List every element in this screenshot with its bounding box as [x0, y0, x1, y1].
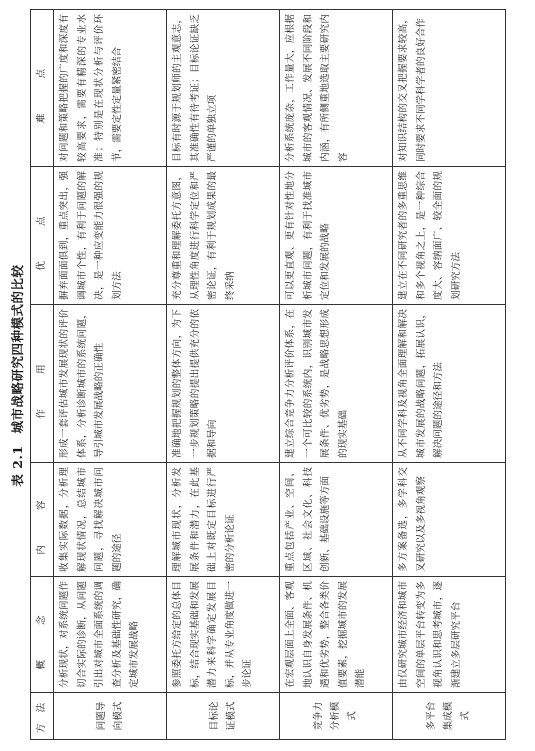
table-row — [54, 10, 167, 740]
method-cell — [54, 693, 167, 740]
table-row — [393, 10, 506, 740]
table-number: 表 2.1 — [10, 445, 25, 487]
content-cell: 理解城市现状，分析发展条件和潜力，在此基础上对既定目标进行严密的分析论证 — [167, 463, 280, 577]
header-method: 方 法 — [31, 693, 54, 740]
role-cell: 准确地把握规划的整体方向，为下一步规划策略的提出提供充分的依据和导向 — [167, 305, 280, 463]
concept-cell: 由仅研究城市经济和城市空间的单层平台转变为多视角认识和思考城市，逐渐建立多层研究平台 — [393, 577, 506, 693]
merit-cell: 摒弃面面俱到，重点突出，强调城市个性，有利于问题的解决，是一种应变能力很强的规划方法 — [54, 167, 167, 305]
method-cell — [393, 693, 506, 740]
content-cell: 多方案备选，多学科交叉研究以及多视角观察 — [393, 463, 506, 577]
difficulty-cell: 分析系统庞杂，工作量大，应根据城市的客观情况、发展不同阶段和内涵，有所侧重地选取主要研究内容 — [280, 10, 393, 167]
table-title: 城市战略研究四种模式的比较 — [10, 264, 25, 434]
comparison-table — [30, 9, 506, 740]
role-cell: 建立综合竞争力分析评价体系，在一个可比较的系统内，识别城市发展条件、优劣势，是战略思想形成的现实基础 — [280, 305, 393, 463]
method-name: 多平台集成模式 — [426, 701, 472, 731]
concept-cell: 参照委托方给定的总体目标，结合现实基础和发展潜力来科学确定发展目标，并从专业角度做进一步论证 — [167, 577, 280, 693]
method-cell — [280, 693, 393, 740]
role-cell: 从不同学科及视角全面理解和解决城市发展的战略问题，拓展认识，解决问题的途径和方法 — [393, 305, 506, 463]
table-row — [280, 10, 393, 740]
method-name: 竞争力分析模式 — [313, 701, 359, 731]
content-cell: 重点包括产业、空间、区域、社会文化、科技创新、基础设施等方面 — [280, 463, 393, 577]
header-concept: 概 念 — [31, 577, 54, 693]
table-header-row — [31, 10, 54, 740]
merit-cell: 可以更直观、更有针对性地分析城市问题，有利于找准城市定位和发展的战略 — [280, 167, 393, 305]
method-name: 问题导向模式 — [95, 701, 124, 731]
role-cell: 形成一套评估城市发展现状的评价体系，分析诊断城市的系统问题，导引城市发展战略的正确性 — [54, 305, 167, 463]
header-merit: 优 点 — [31, 167, 54, 305]
header-content: 内 容 — [31, 463, 54, 577]
difficulty-cell: 目标有时源于规划师的主观意志，其准确性有待考证；目标论证缺乏严谨的单独立项 — [167, 10, 280, 167]
table-row — [167, 10, 280, 740]
concept-cell: 分析现状，对系统问题作切合实际的诊断，从问题引出对城市全面系统的调查分析及基础性研究，确定城市发展战略 — [54, 577, 167, 693]
difficulty-cell: 对问题和策略把握的广度和深度有较高要求，需要有精深的专业水准；特别是在现状分析与评价环节，需要定性定量紧密结合 — [54, 10, 167, 167]
method-name: 目标论证模式 — [208, 701, 237, 731]
merit-cell: 充分尊重和理解委托方意图，从理性角度进行科学定位和严密论证，有利于规划成果的最终采纳 — [167, 167, 280, 305]
table-caption — [8, 0, 26, 751]
concept-cell: 在宏观层面上全面、客观地认识自身发展条件、机遇和优劣势，整合各类价值要素，挖掘城市的发展潜能 — [280, 577, 393, 693]
header-role: 作 用 — [31, 305, 54, 463]
difficulty-cell: 对知识结构的交叉把握要求较高，同时要求不同学科学者的良好合作 — [393, 10, 506, 167]
merit-cell: 建立在不同研究者的多重思维和多个视角之上，是一种综合度大、容纳面广、较全面的规划研究方法 — [393, 167, 506, 305]
header-difficulty: 难 点 — [31, 10, 54, 167]
method-cell — [167, 693, 280, 740]
content-cell: 收集实际数据，分析理解现状情况，总结城市问题，寻找解决城市问题的途径 — [54, 463, 167, 577]
